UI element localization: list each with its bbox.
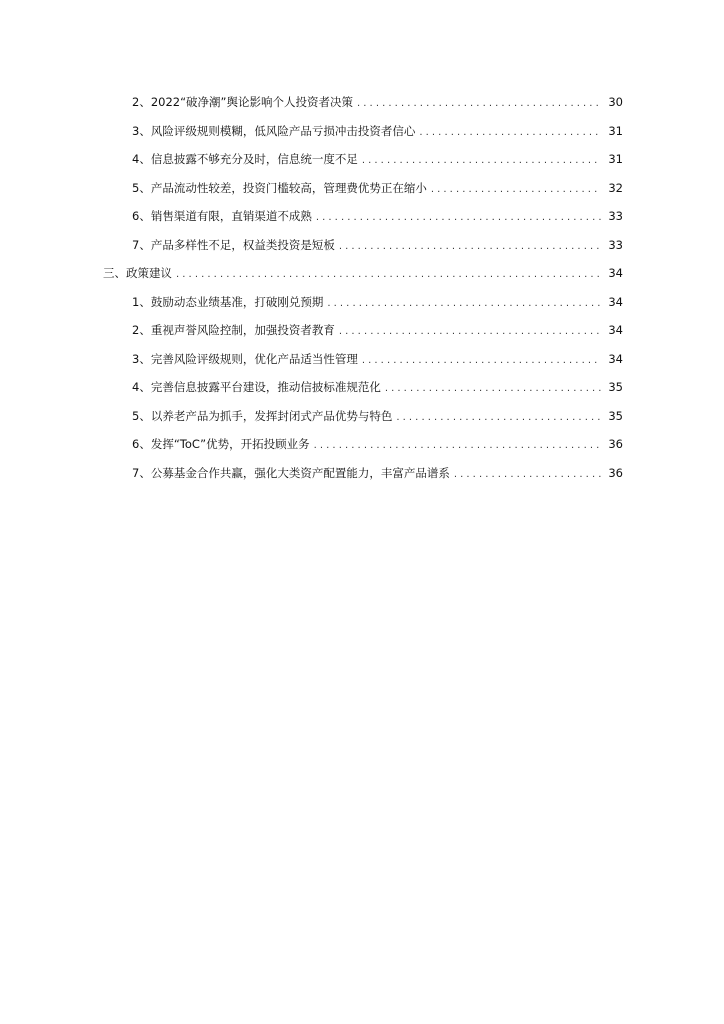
toc-entry-title: 5、产品流动性较差，投资门槛较高，管理费优势正在缩小 xyxy=(132,180,427,195)
toc-entry[interactable] xyxy=(103,349,623,378)
toc-page-number: 32 xyxy=(608,180,623,195)
toc-entry-title: 7、公募基金合作共赢，强化大类资产配置能力，丰富产品谱系 xyxy=(132,465,450,480)
table-of-contents xyxy=(103,92,623,491)
toc-page-number: 30 xyxy=(608,95,623,109)
toc-section-heading[interactable] xyxy=(103,263,623,292)
toc-entry-title: 4、完善信息披露平台建设，推动信披标准规范化 xyxy=(132,380,381,394)
toc-page-number: 33 xyxy=(608,237,623,252)
toc-dot-leader xyxy=(176,265,601,285)
toc-entry[interactable] xyxy=(103,377,623,406)
toc-entry[interactable] xyxy=(103,320,623,349)
toc-entry[interactable] xyxy=(103,178,623,207)
toc-entry-title: 6、发挥“ToC”优势，开拓投顾业务 xyxy=(132,437,310,451)
toc-entry[interactable] xyxy=(103,235,623,264)
toc-page-number: 34 xyxy=(608,266,623,280)
toc-entry[interactable] xyxy=(103,149,623,178)
toc-entry[interactable] xyxy=(103,121,623,150)
toc-entry-title: 1、鼓励动态业绩基准，打破刚兑预期 xyxy=(132,294,324,309)
toc-dot-leader xyxy=(327,294,601,314)
toc-entry-title: 4、信息披露不够充分及时，信息统一度不足 xyxy=(132,152,358,166)
toc-page-number: 35 xyxy=(608,380,623,394)
toc-dot-leader xyxy=(357,94,601,114)
toc-dot-leader xyxy=(396,408,601,428)
toc-page-number: 34 xyxy=(608,294,623,309)
toc-entry[interactable] xyxy=(103,292,623,321)
toc-entry-title: 7、产品多样性不足，权益类投资是短板 xyxy=(132,237,335,252)
toc-page-number: 31 xyxy=(608,123,623,138)
toc-dot-leader xyxy=(314,436,601,456)
toc-entry[interactable] xyxy=(103,406,623,435)
toc-entry-title: 2、2022“破净潮”舆论影响个人投资者决策 xyxy=(132,95,353,109)
toc-dot-leader xyxy=(454,465,601,485)
toc-page-number: 33 xyxy=(608,209,623,223)
toc-dot-leader xyxy=(316,208,601,228)
toc-dot-leader xyxy=(385,379,601,399)
toc-dot-leader xyxy=(431,180,601,200)
toc-dot-leader xyxy=(339,322,601,342)
toc-dot-leader xyxy=(419,123,601,143)
toc-dot-leader xyxy=(362,351,601,371)
toc-entry[interactable] xyxy=(103,206,623,235)
toc-page-number: 34 xyxy=(608,351,623,366)
toc-dot-leader xyxy=(339,237,601,257)
toc-entry[interactable] xyxy=(103,92,623,121)
toc-entry-title: 三、政策建议 xyxy=(103,266,172,280)
toc-page-number: 36 xyxy=(608,437,623,451)
toc-page-number: 36 xyxy=(608,465,623,480)
toc-entry-title: 3、风险评级规则模糊，低风险产品亏损冲击投资者信心 xyxy=(132,123,416,138)
toc-entry-title: 2、重视声誉风险控制，加强投资者教育 xyxy=(132,323,335,337)
toc-dot-leader xyxy=(362,151,601,171)
toc-entry[interactable] xyxy=(103,463,623,492)
toc-entry-title: 5、以养老产品为抓手，发挥封闭式产品优势与特色 xyxy=(132,408,393,423)
toc-entry-title: 6、销售渠道有限，直销渠道不成熟 xyxy=(132,209,312,223)
toc-entry[interactable] xyxy=(103,434,623,463)
toc-entry-title: 3、完善风险评级规则，优化产品适当性管理 xyxy=(132,351,358,366)
toc-page-number: 31 xyxy=(608,152,623,166)
toc-page-number: 35 xyxy=(608,408,623,423)
toc-page-number: 34 xyxy=(608,323,623,337)
